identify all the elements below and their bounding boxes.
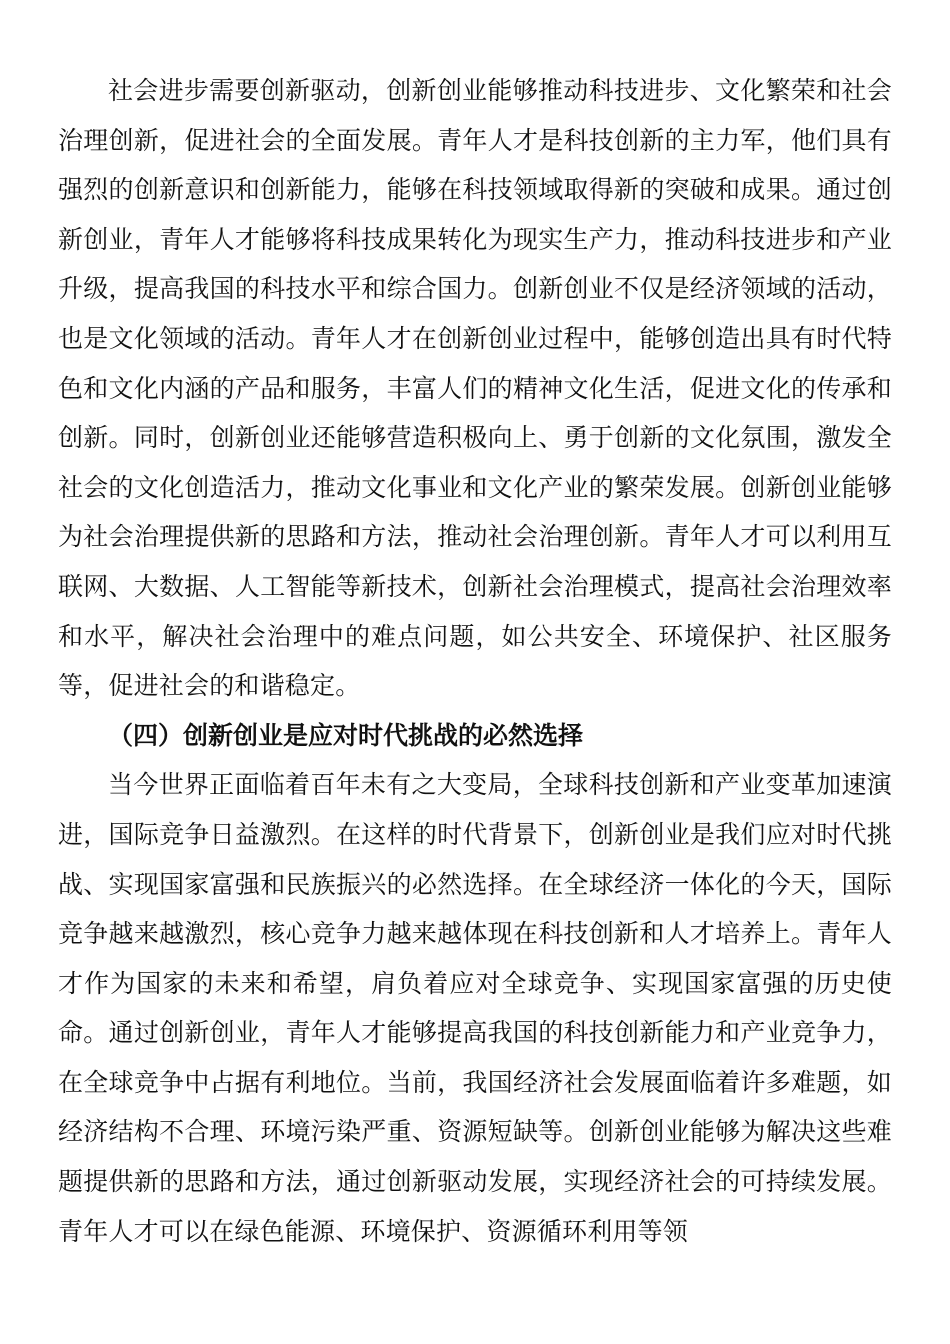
document-page bbox=[58, 66, 892, 1256]
body-paragraph-social-progress: 社会进步需要创新驱动，创新创业能够推动科技进步、文化繁荣和社会治理创新，促进社会的全面发展。青年人才是科技创新的主力军，他们具有强烈的创新意识和创新能力，能够在科技领域取得新的突破和成果。通过创新创业，青年人才能够将科技成果转化为现实生产力，推动科技进步和产业升级，提高我国的科技水平和综合国力。创新创业不仅是经济领域的活动，也是文化领域的活动。青年人才在创新创业过程中，能够创造出具有时代特色和文化内涵的产品和服务，丰富人们的精神文化生活，促进文化的传承和创新。同时，创新创业还能够营造积极向上、勇于创新的文化氛围，激发全社会的文化创造活力，推动文化事业和文化产业的繁荣发展。创新创业能够为社会治理提供新的思路和方法，推动社会治理创新。青年人才可以利用互联网、大数据、人工智能等新技术，创新社会治理模式，提高社会治理效率和水平，解决社会治理中的难点问题，如公共安全、环境保护、社区服务等，促进社会的和谐稳定。 bbox=[58, 76, 892, 701]
section-heading: （四）创新创业是应对时代挑战的必然选择 bbox=[108, 720, 584, 750]
body-paragraph-era-challenge: 当今世界正面临着百年未有之大变局，全球科技创新和产业变革加速演进，国际竞争日益激烈。在这样的时代背景下，创新创业是我们应对时代挑战、实现国家富强和民族振兴的必然选择。在全球经济一体化的今天，国际竞争越来越激烈，核心竞争力越来越体现在科技创新和人才培养上。青年人才作为国家的未来和希望，肩负着应对全球竞争、实现国家富强的历史使命。通过创新创业，青年人才能够提高我国的科技创新能力和产业竞争力，在全球竞争中占据有利地位。当前，我国经济社会发展面临着许多难题，如经济结构不合理、环境污染严重、资源短缺等。创新创业能够为解决这些难题提供新的思路和方法，通过创新驱动发展，实现经济社会的可持续发展。青年人才可以在绿色能源、环境保护、资源循环利用等领 bbox=[58, 770, 892, 1246]
